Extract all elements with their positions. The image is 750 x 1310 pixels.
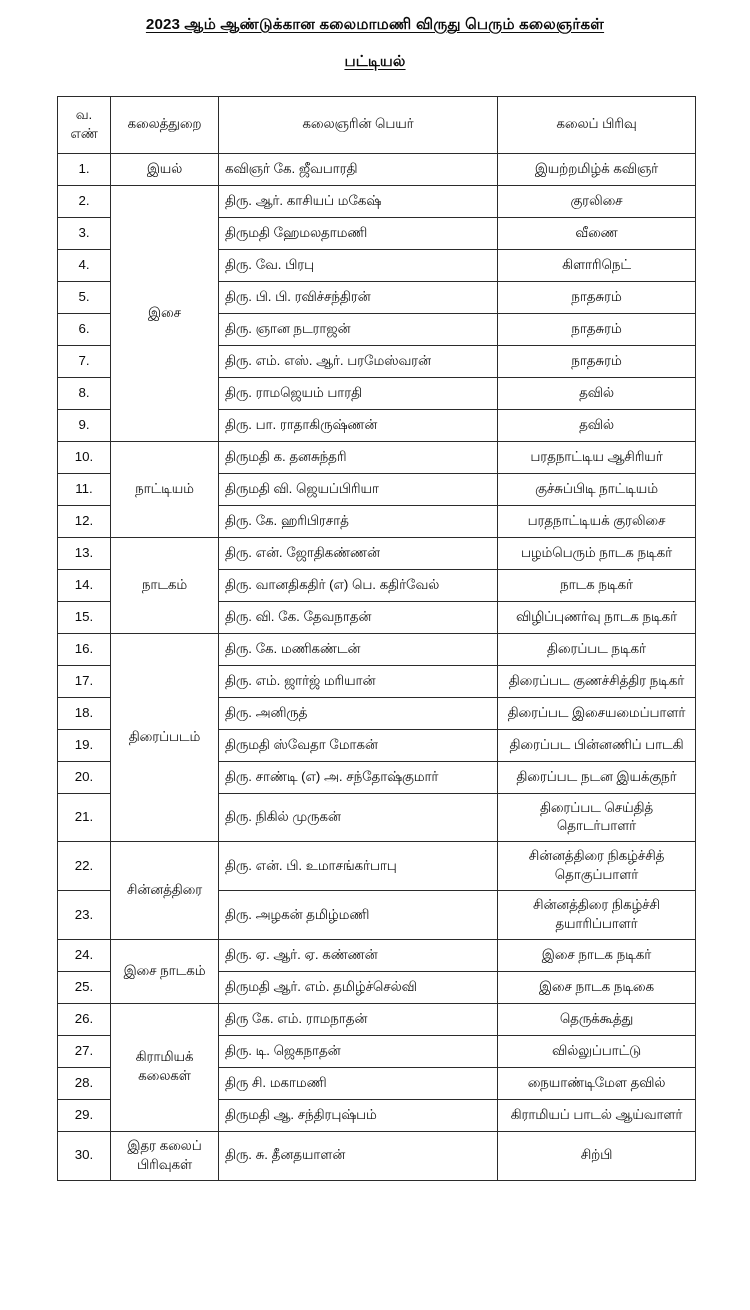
cell-serial-number: 30.	[58, 1131, 111, 1180]
cell-artist-name: திரு கே. எம். ராமநாதன்	[219, 1003, 498, 1035]
cell-serial-number: 5.	[58, 281, 111, 313]
cell-serial-number: 9.	[58, 409, 111, 441]
cell-artist-name: திரு. சாண்டி (எ) அ. சந்தோஷ்குமார்	[219, 761, 498, 793]
cell-artist-name: திரு. பி. பி. ரவிச்சந்திரன்	[219, 281, 498, 313]
cell-art-branch: பரதநாட்டியக் குரலிசை	[498, 505, 696, 537]
cell-artist-name: திரு. வி. கே. தேவநாதன்	[219, 601, 498, 633]
award-table-wrap	[57, 96, 695, 1181]
cell-art-branch: நையாண்டிமேள தவில்	[498, 1067, 696, 1099]
table-row	[58, 537, 696, 569]
table-header	[58, 96, 696, 153]
page-subtitle-line	[36, 37, 714, 74]
cell-artist-name: திரு. அழகன் தமிழ்மணி	[219, 891, 498, 940]
cell-serial-number: 12.	[58, 505, 111, 537]
cell-serial-number: 17.	[58, 665, 111, 697]
cell-art-branch: நாதசுரம்	[498, 313, 696, 345]
cell-art-branch: சிற்பி	[498, 1131, 696, 1180]
cell-art-branch: குச்சுப்பிடி நாட்டியம்	[498, 473, 696, 505]
cell-art-branch: இசை நாடக நடிகர்	[498, 939, 696, 971]
cell-art-branch: நாடக நடிகர்	[498, 569, 696, 601]
table-header-row	[58, 96, 696, 153]
cell-serial-number: 22.	[58, 842, 111, 891]
cell-artist-name: திரு. அனிருத்	[219, 697, 498, 729]
cell-artist-name: திருமதி க. தனசுந்தரி	[219, 441, 498, 473]
cell-art-branch: விழிப்புணர்வு நாடக நடிகர்	[498, 601, 696, 633]
table-row	[58, 441, 696, 473]
cell-art-branch: பழம்பெரும் நாடக நடிகர்	[498, 537, 696, 569]
cell-artist-name: திரு. கே. மணிகண்டன்	[219, 633, 498, 665]
cell-serial-number: 24.	[58, 939, 111, 971]
cell-art-branch: வீணை	[498, 217, 696, 249]
cell-art-branch: இயற்றமிழ்க் கவிஞர்	[498, 153, 696, 185]
table-row	[58, 842, 696, 891]
cell-serial-number: 16.	[58, 633, 111, 665]
cell-serial-number: 8.	[58, 377, 111, 409]
cell-art-branch: வில்லுப்பாட்டு	[498, 1035, 696, 1067]
cell-artist-name: கவிஞர் கே. ஜீவபாரதி	[219, 153, 498, 185]
cell-art-field: திரைப்படம்	[111, 633, 219, 842]
cell-artist-name: திரு. ராமஜெயம் பாரதி	[219, 377, 498, 409]
cell-serial-number: 14.	[58, 569, 111, 601]
cell-serial-number: 1.	[58, 153, 111, 185]
cell-serial-number: 19.	[58, 729, 111, 761]
cell-art-field: கிராமியக் கலைகள்	[111, 1003, 219, 1131]
cell-art-field: இசை	[111, 185, 219, 441]
cell-artist-name: திரு. ஆர். காசியப் மகேஷ்	[219, 185, 498, 217]
cell-serial-number: 7.	[58, 345, 111, 377]
cell-art-branch: தெருக்கூத்து	[498, 1003, 696, 1035]
cell-art-branch: சின்னத்திரை நிகழ்ச்சி தயாரிப்பாளர்	[498, 891, 696, 940]
cell-art-branch: நாதசுரம்	[498, 281, 696, 313]
cell-art-branch: சின்னத்திரை நிகழ்ச்சித் தொகுப்பாளர்	[498, 842, 696, 891]
cell-artist-name: திரு. என். ஜோதிகண்ணன்	[219, 537, 498, 569]
cell-art-field: நாட்டியம்	[111, 441, 219, 537]
cell-artist-name: திரு. கே. ஹரிபிரசாத்	[219, 505, 498, 537]
cell-art-branch: திரைப்பட நடிகர்	[498, 633, 696, 665]
cell-serial-number: 4.	[58, 249, 111, 281]
title-block	[0, 0, 750, 74]
cell-art-field: சின்னத்திரை	[111, 842, 219, 940]
cell-serial-number: 28.	[58, 1067, 111, 1099]
cell-art-branch: திரைப்பட இசையமைப்பாளர்	[498, 697, 696, 729]
table-row	[58, 185, 696, 217]
cell-art-branch: திரைப்பட நடன இயக்குநர்	[498, 761, 696, 793]
page-title: 2023 ஆம் ஆண்டுக்கான கலைமாமணி விருது பெரும் கலைஞர்கள்	[145, 16, 605, 33]
table-row	[58, 1003, 696, 1035]
cell-serial-number: 6.	[58, 313, 111, 345]
cell-artist-name: திரு. பா. ராதாகிருஷ்ணன்	[219, 409, 498, 441]
cell-art-branch: குரலிசை	[498, 185, 696, 217]
column-header-sno: வ. எண்	[58, 96, 111, 153]
cell-artist-name: திரு. எம். எஸ். ஆர். பரமேஸ்வரன்	[219, 345, 498, 377]
cell-artist-name: திரு. என். பி. உமாசங்கர்பாபு	[219, 842, 498, 891]
cell-serial-number: 15.	[58, 601, 111, 633]
cell-artist-name: திருமதி ஆ. சந்திரபுஷ்பம்	[219, 1099, 498, 1131]
cell-serial-number: 23.	[58, 891, 111, 940]
cell-artist-name: திரு. எம். ஜார்ஜ் மரியான்	[219, 665, 498, 697]
cell-serial-number: 2.	[58, 185, 111, 217]
cell-art-branch: திரைப்பட குணச்சித்திர நடிகர்	[498, 665, 696, 697]
cell-artist-name: திருமதி ஹேமலதாமணி	[219, 217, 498, 249]
cell-art-branch: நாதசுரம்	[498, 345, 696, 377]
cell-serial-number: 25.	[58, 971, 111, 1003]
cell-art-branch: பரதநாட்டிய ஆசிரியர்	[498, 441, 696, 473]
cell-art-field: இசை நாடகம்	[111, 939, 219, 1003]
cell-artist-name: திருமதி வி. ஜெயப்பிரியா	[219, 473, 498, 505]
cell-artist-name: திரு சி. மகாமணி	[219, 1067, 498, 1099]
cell-art-branch: கிளாரிநெட்	[498, 249, 696, 281]
table-row	[58, 633, 696, 665]
cell-artist-name: திருமதி ஸ்வேதா மோகன்	[219, 729, 498, 761]
cell-serial-number: 11.	[58, 473, 111, 505]
column-header-branch: கலைப் பிரிவு	[498, 96, 696, 153]
cell-artist-name: திரு. நிகில் முருகன்	[219, 793, 498, 842]
cell-serial-number: 21.	[58, 793, 111, 842]
cell-art-field: நாடகம்	[111, 537, 219, 633]
cell-art-field: இயல்	[111, 153, 219, 185]
table-row	[58, 939, 696, 971]
cell-art-branch: தவில்	[498, 409, 696, 441]
cell-artist-name: திரு. ஞான நடராஜன்	[219, 313, 498, 345]
cell-serial-number: 3.	[58, 217, 111, 249]
cell-artist-name: திரு. வானதிகதிர் (எ) பெ. கதிர்வேல்	[219, 569, 498, 601]
column-header-name: கலைஞரின் பெயர்	[219, 96, 498, 153]
cell-serial-number: 26.	[58, 1003, 111, 1035]
page-subtitle: பட்டியல்	[344, 52, 406, 70]
table-body	[58, 153, 696, 1180]
column-header-field: கலைத்துறை	[111, 96, 219, 153]
cell-serial-number: 18.	[58, 697, 111, 729]
cell-art-branch: தவில்	[498, 377, 696, 409]
cell-artist-name: திரு. வே. பிரபு	[219, 249, 498, 281]
table-row	[58, 1131, 696, 1180]
cell-serial-number: 20.	[58, 761, 111, 793]
cell-artist-name: திருமதி ஆர். எம். தமிழ்ச்செல்வி	[219, 971, 498, 1003]
cell-serial-number: 10.	[58, 441, 111, 473]
cell-art-branch: திரைப்பட பின்னணிப் பாடகி	[498, 729, 696, 761]
cell-art-branch: கிராமியப் பாடல் ஆய்வாளர்	[498, 1099, 696, 1131]
page-title-line	[36, 14, 714, 37]
cell-artist-name: திரு. ஏ. ஆர். ஏ. கண்ணன்	[219, 939, 498, 971]
award-table	[57, 96, 696, 1181]
cell-artist-name: திரு. டி. ஜெகநாதன்	[219, 1035, 498, 1067]
cell-art-branch: இசை நாடக நடிகை	[498, 971, 696, 1003]
cell-art-branch: திரைப்பட செய்தித் தொடர்பாளர்	[498, 793, 696, 842]
cell-artist-name: திரு. சு. தீனதயாளன்	[219, 1131, 498, 1180]
cell-serial-number: 29.	[58, 1099, 111, 1131]
table-row	[58, 153, 696, 185]
cell-serial-number: 13.	[58, 537, 111, 569]
cell-art-field: இதர கலைப் பிரிவுகள்	[111, 1131, 219, 1180]
cell-serial-number: 27.	[58, 1035, 111, 1067]
